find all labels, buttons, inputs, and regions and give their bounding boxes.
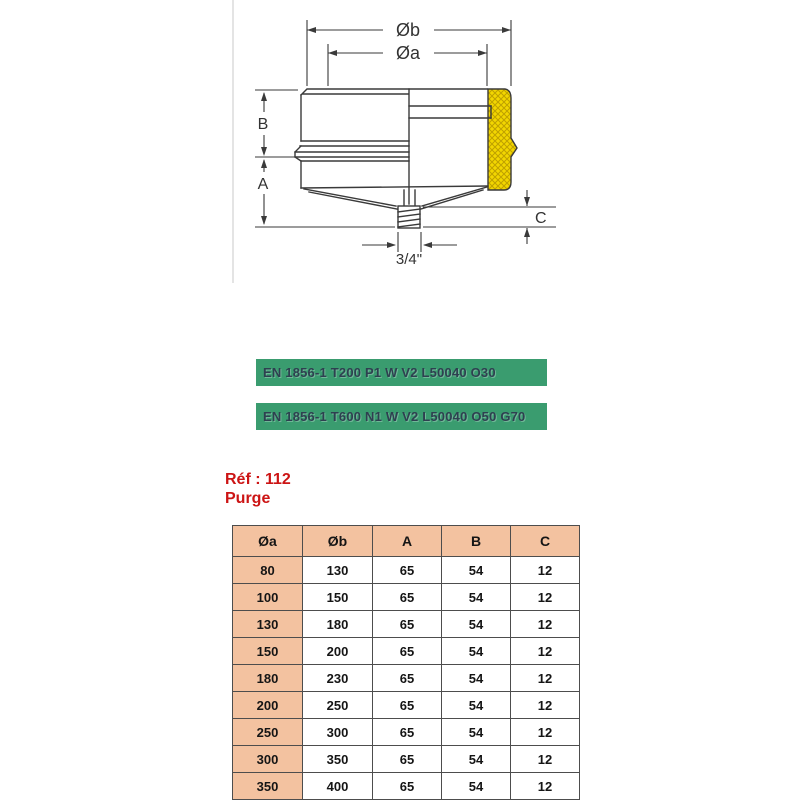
cell-value: 65 — [373, 719, 442, 746]
table-row — [233, 665, 580, 692]
cell-value: 300 — [303, 719, 373, 746]
cell-value: 54 — [442, 584, 511, 611]
cell-value: 65 — [373, 638, 442, 665]
header-c: C — [511, 526, 580, 557]
header-oa: Øa — [233, 526, 303, 557]
label-height-c: C — [535, 210, 547, 227]
cell-value: 12 — [511, 638, 580, 665]
cell-value: 54 — [442, 611, 511, 638]
cell-value: 65 — [373, 557, 442, 584]
table-row — [233, 692, 580, 719]
certification-text-1: EN 1856-1 T200 P1 W V2 L50040 O30 — [263, 365, 496, 380]
label-inner-diameter: Øa — [395, 43, 421, 63]
cell-value: 130 — [303, 557, 373, 584]
cell-value: 54 — [442, 773, 511, 800]
insulation-hatch — [488, 89, 517, 190]
table-header-row — [233, 526, 580, 557]
cell-value: 65 — [373, 584, 442, 611]
cell-value: 54 — [442, 719, 511, 746]
cell-value: 400 — [303, 773, 373, 800]
cell-oa: 200 — [233, 692, 303, 719]
cell-value: 200 — [303, 638, 373, 665]
table-row — [233, 638, 580, 665]
cell-value: 250 — [303, 692, 373, 719]
cell-value: 12 — [511, 692, 580, 719]
table-row — [233, 746, 580, 773]
cell-value: 65 — [373, 692, 442, 719]
cell-oa: 350 — [233, 773, 303, 800]
spec-table-body — [233, 557, 580, 800]
cell-value: 65 — [373, 746, 442, 773]
cell-oa: 150 — [233, 638, 303, 665]
cell-value: 180 — [303, 611, 373, 638]
cell-oa: 130 — [233, 611, 303, 638]
table-row — [233, 773, 580, 800]
cell-value: 54 — [442, 665, 511, 692]
cell-value: 65 — [373, 773, 442, 800]
table-row — [233, 557, 580, 584]
cell-value: 54 — [442, 557, 511, 584]
cell-value: 65 — [373, 611, 442, 638]
label-height-a: A — [257, 176, 269, 193]
label-height-b: B — [257, 116, 269, 133]
cell-oa: 100 — [233, 584, 303, 611]
cell-value: 54 — [442, 638, 511, 665]
cell-oa: 250 — [233, 719, 303, 746]
cell-value: 12 — [511, 665, 580, 692]
certification-banner-2 — [256, 403, 547, 430]
certification-text-2: EN 1856-1 T600 N1 W V2 L50040 O50 G70 — [263, 409, 526, 424]
cell-value: 150 — [303, 584, 373, 611]
technical-diagram — [0, 0, 800, 330]
product-heading — [225, 470, 291, 508]
cell-value: 65 — [373, 665, 442, 692]
table-row — [233, 611, 580, 638]
cell-value: 12 — [511, 557, 580, 584]
cell-value: 350 — [303, 746, 373, 773]
cell-oa: 180 — [233, 665, 303, 692]
cell-value: 54 — [442, 692, 511, 719]
table-row — [233, 719, 580, 746]
dimension-table — [232, 525, 580, 800]
cell-value: 12 — [511, 611, 580, 638]
header-b: B — [442, 526, 511, 557]
cell-oa: 80 — [233, 557, 303, 584]
table-row — [233, 584, 580, 611]
product-name: Purge — [225, 490, 271, 507]
certification-banner-1 — [256, 359, 547, 386]
product-reference: Réf : 112 — [225, 471, 291, 488]
cell-oa: 300 — [233, 746, 303, 773]
label-outer-diameter: Øb — [395, 20, 421, 40]
cell-value: 12 — [511, 719, 580, 746]
label-thread-size: 3/4" — [395, 251, 423, 268]
cell-value: 230 — [303, 665, 373, 692]
cell-value: 12 — [511, 746, 580, 773]
cell-value: 12 — [511, 584, 580, 611]
header-ob: Øb — [303, 526, 373, 557]
header-a: A — [373, 526, 442, 557]
cell-value: 12 — [511, 773, 580, 800]
cell-value: 54 — [442, 746, 511, 773]
